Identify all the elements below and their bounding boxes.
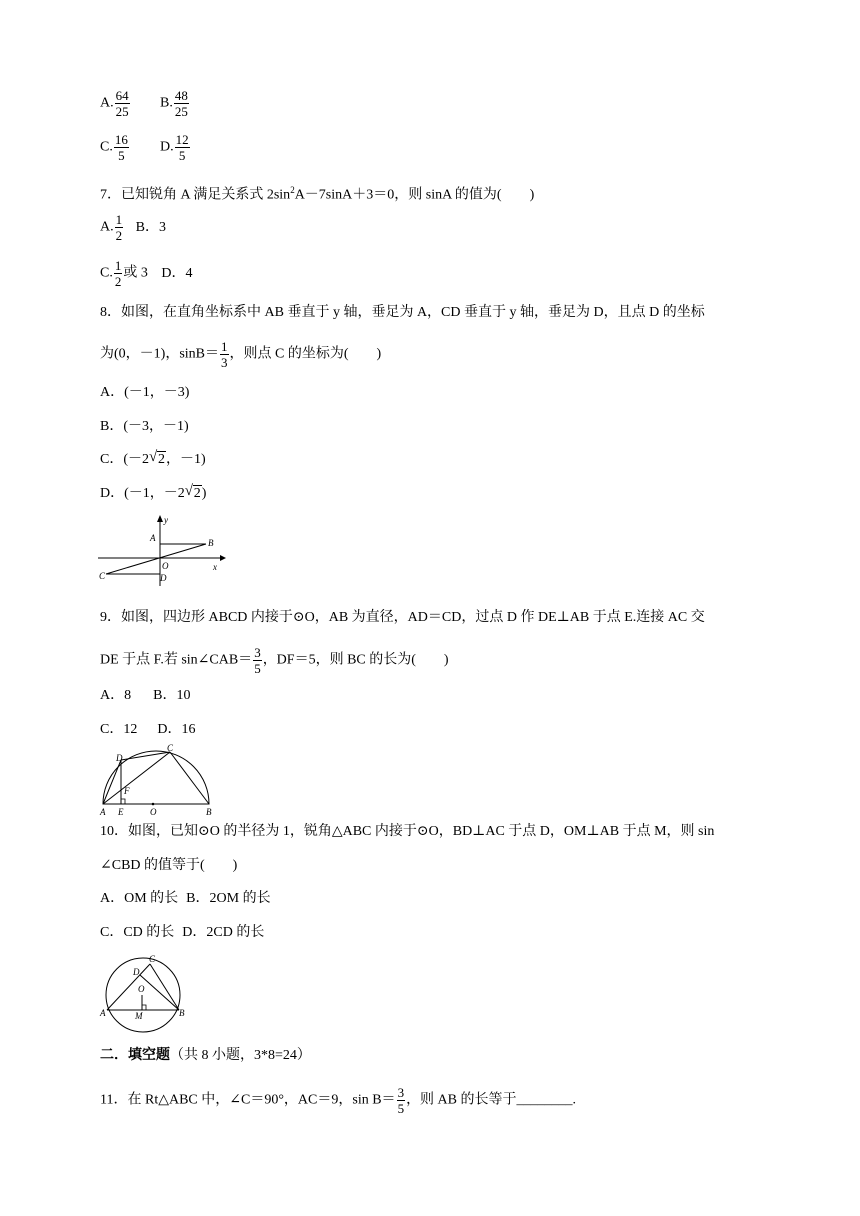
- numerator: 48: [174, 88, 188, 103]
- label-c: C: [149, 954, 156, 964]
- q10-options-row2: [100, 923, 264, 943]
- numerator: 1: [221, 339, 228, 354]
- superscript: 2: [290, 185, 295, 195]
- q8-stem-line2: [100, 339, 381, 370]
- numerator: 16: [114, 132, 128, 147]
- segment-cb: [150, 964, 179, 1010]
- fraction: [220, 339, 229, 370]
- q7-stem-before: 7．已知锐角 A 满足关系式 2sin: [100, 187, 291, 203]
- denominator: 25: [174, 104, 188, 119]
- q8-stem-line1: 8．如图，在直角坐标系中 AB 垂直于 y 轴，垂足为 A，CD 垂直于 y 轴，垂足为 D，且点 D 的坐标: [100, 305, 705, 320]
- q7-option-c-tail: 或 3: [123, 265, 148, 281]
- section-heading: [100, 1046, 311, 1066]
- fraction: [397, 1085, 406, 1116]
- option-letter: D.: [160, 139, 174, 155]
- q8-option-c-before: C．(－2: [100, 452, 149, 467]
- q6-option-a: [100, 88, 131, 119]
- denominator: 5: [118, 148, 125, 163]
- denominator: 5: [397, 1101, 405, 1116]
- option-letter: B.: [160, 95, 173, 111]
- option-letter: C.: [100, 139, 113, 155]
- q9-option-a: A．8: [100, 688, 132, 703]
- numerator: 1: [114, 258, 122, 273]
- q10-option-d: D．2CD 的长: [182, 925, 265, 940]
- q7-stem-after: A－7sinA＋3＝0，则 sinA 的值为( ): [294, 187, 535, 203]
- q9-options-row1: [100, 686, 190, 706]
- q8-option-c: [100, 450, 206, 470]
- q10-option-b: B．2OM 的长: [186, 891, 271, 906]
- q8-option-c-after: ，－1): [166, 452, 206, 467]
- segment-cb: [106, 544, 206, 574]
- q11-stem: [100, 1085, 576, 1116]
- label-b: B: [208, 538, 214, 548]
- q8-option-d: [100, 484, 206, 504]
- option-letter: A.: [100, 95, 114, 111]
- label-f: F: [124, 786, 130, 796]
- denominator: 2: [115, 228, 123, 243]
- q11-after: ，则 AB 的长等于________.: [406, 1092, 577, 1108]
- q8-line2-after: ，则点 C 的坐标为( ): [229, 346, 382, 362]
- q9-semicircle-figure: [98, 744, 214, 818]
- option-letter: A.: [100, 219, 114, 235]
- numerator: 12: [175, 132, 189, 147]
- q7-option-d: D．4: [161, 265, 193, 281]
- sqrt: √ 2: [184, 483, 201, 501]
- numerator: 64: [115, 88, 129, 103]
- y-axis-arrow: [157, 515, 163, 522]
- q10-circle-figure: [98, 954, 188, 1036]
- label-o: O: [150, 807, 157, 817]
- denominator: 5: [254, 661, 261, 676]
- q8-coordinate-figure: [96, 514, 226, 586]
- q8-line2-before: 为(0，－1)，sinB＝: [100, 346, 219, 362]
- chord-dc: [121, 752, 170, 760]
- numerator: 1: [115, 212, 123, 227]
- fraction: [114, 132, 129, 163]
- label-b: B: [206, 807, 212, 817]
- label-a: A: [150, 533, 156, 543]
- label-a: A: [100, 1008, 106, 1018]
- q6-option-d: [160, 132, 191, 163]
- radicand: 2: [158, 452, 165, 467]
- denominator: 25: [115, 104, 129, 119]
- label-d: D: [116, 753, 123, 763]
- q7-stem: [100, 180, 534, 206]
- q8-option-d-before: D．(－1，－2: [100, 486, 185, 501]
- q9-option-d: D．16: [157, 722, 196, 737]
- numerator: 3: [254, 645, 261, 660]
- center-o: [152, 803, 155, 806]
- section-note: （共 8 小题，3*8=24）: [170, 1048, 311, 1063]
- fraction: [115, 212, 124, 243]
- label-a: A: [100, 807, 106, 817]
- numerator: 3: [397, 1085, 405, 1100]
- q10-stem-line1: 10．如图，已知⊙O 的半径为 1，锐角△ABC 内接于⊙O，BD⊥AC 于点 D，OM⊥AB 于点 M，则 sin: [100, 824, 715, 839]
- q7-option-b: B．3: [135, 219, 166, 235]
- label-e: E: [118, 807, 124, 817]
- label-b: B: [179, 1008, 185, 1018]
- q8-option-d-after: ): [201, 486, 207, 501]
- label-c: C: [99, 571, 106, 581]
- right-angle-mark: [142, 1005, 146, 1010]
- denominator: 3: [221, 355, 228, 370]
- section-title: 二．填空题: [100, 1048, 170, 1063]
- q10-stem-line2: ∠CBD 的值等于( ): [100, 858, 238, 873]
- q11-before: 11．在 Rt△ABC 中，∠C＝90°，AC＝9，sin B＝: [100, 1092, 396, 1108]
- q9-option-c: C．12: [100, 722, 138, 737]
- right-angle-mark: [121, 799, 125, 804]
- circle-o: [106, 958, 180, 1032]
- label-d: D: [133, 967, 140, 977]
- q6-option-c: [100, 132, 130, 163]
- q8-option-a: A．(－1，－3): [100, 385, 190, 400]
- label-c: C: [167, 743, 174, 753]
- option-letter: C.: [100, 265, 113, 281]
- denominator: 5: [178, 148, 186, 163]
- fraction: [175, 132, 190, 163]
- label-y: y: [164, 515, 168, 525]
- x-axis-arrow: [220, 555, 226, 561]
- denominator: 2: [114, 274, 122, 289]
- chord-ac: [103, 752, 170, 804]
- q9-options-row2: [100, 720, 195, 740]
- q10-option-a: A．OM 的长: [100, 891, 179, 906]
- q10-option-c: C．CD 的长: [100, 925, 175, 940]
- q9-stem-line1: 9．如图，四边形 ABCD 内接于⊙O，AB 为直径，AD＝CD，过点 D 作 DE⊥AB 于点 E.连接 AC 交: [100, 610, 705, 625]
- sqrt: √ 2: [149, 449, 165, 467]
- q9-line2-before: DE 于点 F.若 sin∠CAB＝: [100, 652, 253, 668]
- fraction: [114, 258, 123, 289]
- fraction: [253, 645, 262, 676]
- radicand: 2: [193, 486, 201, 501]
- q9-option-b: B．10: [153, 688, 191, 703]
- q7-options-row1: [100, 212, 166, 243]
- chord-cb: [170, 752, 209, 804]
- label-d: D: [160, 573, 167, 583]
- q6-option-b: [160, 88, 190, 119]
- q8-option-b: B．(－3，－1): [100, 419, 189, 434]
- label-m: M: [135, 1011, 143, 1021]
- label-o: O: [138, 984, 145, 994]
- fraction: [115, 88, 130, 119]
- fraction: [174, 88, 189, 119]
- q7-options-row2: [100, 258, 192, 289]
- label-o: O: [162, 561, 169, 571]
- q9-line2-after: ，DF＝5，则 BC 的长为( ): [262, 652, 449, 668]
- q10-options-row1: [100, 889, 271, 909]
- q9-stem-line2: [100, 645, 449, 676]
- label-x: x: [213, 562, 217, 572]
